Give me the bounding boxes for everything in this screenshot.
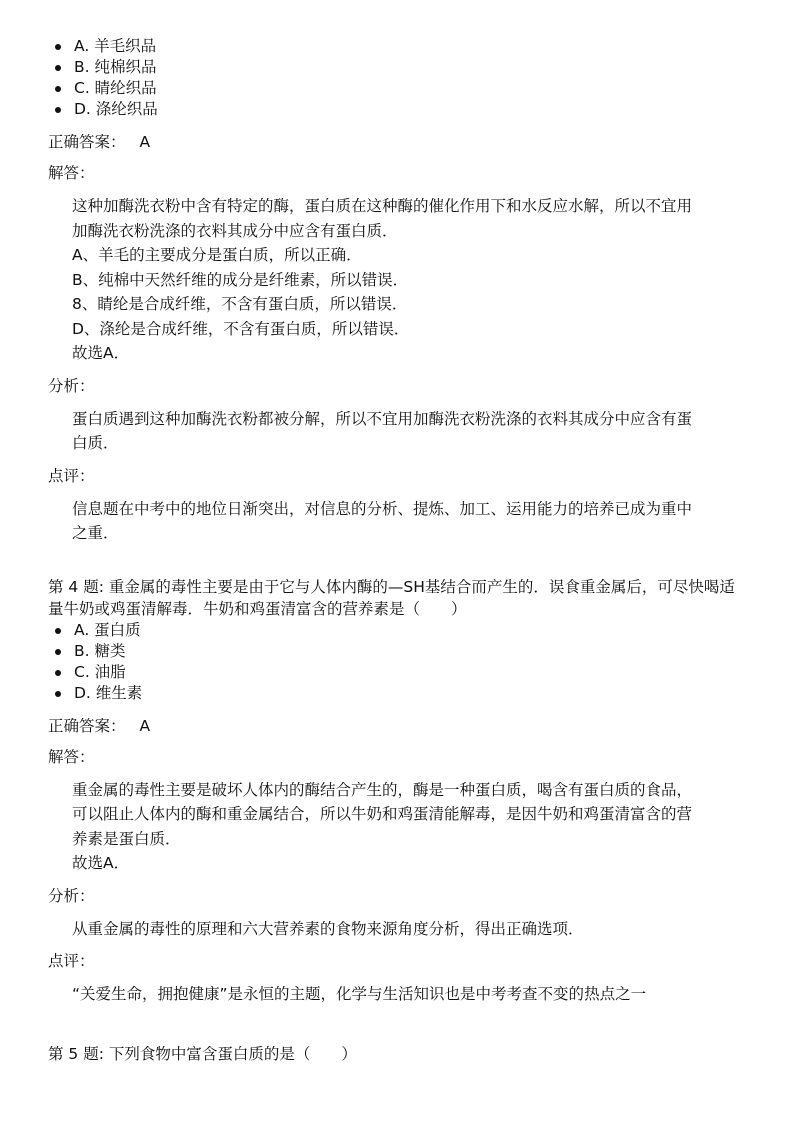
q3-options-list (48, 36, 752, 120)
q4-comment-label: 点评： (48, 952, 95, 970)
q4-explanation-line: 故选A． (72, 854, 130, 872)
q3-option-b: B. 纯棉织品 (74, 57, 752, 78)
q4-answer-value: A (139, 716, 151, 735)
q3-explanation-label: 解答： (48, 164, 95, 182)
q3-option-d: D. 涤纶织品 (74, 99, 752, 120)
q3-analysis-line: 蛋白质遇到这种加酶洗衣粉都被分解，所以不宜用加酶洗衣粉洗涤的衣料其成分中应含有蛋 (72, 409, 693, 428)
q4-explanation-label: 解答： (48, 747, 95, 766)
q4-option-a: A. 蛋白质 (74, 620, 752, 641)
q4-explanation-block (48, 778, 752, 876)
q3-answer-label: 正确答案： (48, 133, 126, 151)
q3-answer-row (48, 131, 752, 153)
q3-explanation-line: 8、睛纶是合成纤维，不含有蛋白质，所以错误． (72, 295, 408, 313)
q4-comment-line: “关爱生命，拥抱健康”是永恒的主题，化学与生活知识也是中考考查不变的热点之一 (72, 985, 647, 1003)
q3-explanation-line: 加酶洗衣粉洗涤的衣料其成分中应含有蛋白质． (72, 221, 398, 240)
q3-comment-label: 点评： (48, 466, 95, 485)
q3-option-c: C. 睛纶织品 (74, 78, 752, 99)
q3-option-a: A. 羊毛织品 (74, 36, 752, 57)
q4-option-c: C. 油脂 (74, 662, 752, 683)
q4-option-b: B. 糖类 (74, 641, 752, 662)
q5-title (48, 1043, 752, 1065)
q4-explanation-line: 养素是蛋白质． (72, 829, 181, 848)
q4-explanation-line: 重金属的毒性主要是破坏人体内的酶结合产生的，酶是一种蛋白质，喝含有蛋白质的食品， (72, 780, 693, 799)
q4-explanation-line: 可以阻止人体内的酶和重金属结合，所以牛奶和鸡蛋清能解毒，是因牛奶和鸡蛋清富含的营 (72, 805, 693, 823)
q4-option-d: D. 维生素 (74, 683, 752, 704)
q3-comment-block (48, 497, 752, 546)
q4-analysis-line: 从重金属的毒性的原理和六大营养素的食物来源角度分析，得出正确选项． (72, 919, 584, 938)
q4-answer-label: 正确答案： (48, 716, 126, 735)
q4-analysis-block (48, 917, 752, 942)
q5-title-line: 第 5 题: 下列食物中富含蛋白质的是（ ） (48, 1044, 357, 1063)
q3-explanation-line: B、纯棉中天然纤维的成分是纤维素，所以错误． (72, 270, 409, 289)
q4-comment-block (48, 982, 752, 1007)
q4-analysis-label: 分析： (48, 886, 95, 905)
q4-title-line: 第 4 题: 重金属的毒性主要是由于它与人体内酶的—SH基结合而产生的．误食重金属后，可尽快喝适 (48, 577, 735, 596)
q3-explanation-line: A、羊毛的主要成分是蛋白质，所以正确． (72, 246, 362, 264)
q3-explanation-block (48, 194, 752, 366)
q3-analysis-label: 分析： (48, 376, 95, 395)
q3-explanation-line: 故选A． (72, 344, 130, 362)
q3-analysis-line: 白质． (72, 434, 119, 452)
q4-title-line: 量牛奶或鸡蛋清解毒．牛奶和鸡蛋清富含的营养素是（ ） (48, 599, 467, 618)
q3-analysis-block (48, 407, 752, 456)
q4-options-list (48, 620, 752, 704)
q3-answer-value: A (139, 133, 151, 151)
q3-comment-line: 信息题在中考中的地位日渐突出，对信息的分析、提炼、加工、运用能力的培养已成为重中 (72, 499, 693, 518)
q4-title (48, 576, 752, 620)
q3-explanation-line: D、涤纶是合成纤维，不含有蛋白质，所以错误． (72, 319, 410, 338)
q3-comment-line: 之重． (72, 524, 119, 542)
q4-answer-row (48, 715, 752, 737)
q3-explanation-line: 这种加酶洗衣粉中含有特定的酶，蛋白质在这种酶的催化作用下和水反应水解，所以不宜用 (72, 197, 693, 215)
